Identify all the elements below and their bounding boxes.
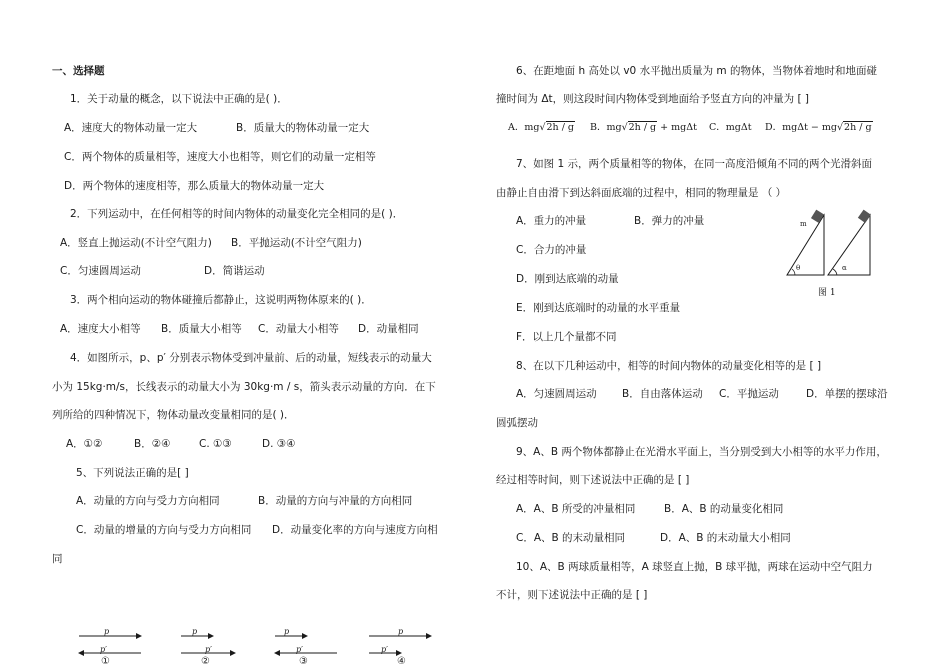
q3-option-c: C．动量大小相等 (258, 323, 339, 335)
case3-p-label: p (284, 627, 290, 636)
q7-line-2: 由静止自由滑下到达斜面底端的过程中，相同的物理量是 （ ） (496, 187, 787, 199)
incline-theta-label: θ (796, 264, 801, 272)
q1-option-d: D．两个物体的速度相等，那么质量大的物体动量一定大 (64, 180, 325, 192)
q9-option-b: B．A、B 的动量变化相同 (664, 503, 784, 515)
q2-option-a: A．竖直上抛运动(不计空气阻力) (60, 237, 212, 249)
q5-stem: 5、下列说法正确的是[ ] (76, 467, 189, 479)
q9-option-a: A．A、B 所受的冲量相同 (516, 503, 636, 515)
q6-option-a: A．mg√2h / g (508, 122, 574, 133)
q2-option-b: B．平抛运动(不计空气阻力) (231, 237, 362, 249)
q9-line-2: 经过相等时间，则下述说法中正确的是 [ ] (496, 474, 690, 486)
q8-option-c: C．平抛运动 (719, 388, 779, 400)
q2-option-c: C．匀速圆周运动 (60, 265, 141, 277)
q7-line-1: 7、如图 1 示，两个质量相等的物体，在同一高度沿倾角不同的两个光滑斜面 (516, 158, 873, 170)
case2-pp-label: p′ (205, 645, 212, 654)
q8-option-a: A．匀速圆周运动 (516, 388, 597, 400)
q1-option-a: A．速度大的物体动量一定大 (64, 122, 198, 134)
incline-mass-label: m (800, 220, 807, 228)
q6-line-2: 撞时间为 Δt，则这段时间内物体受到地面给予竖直方向的冲量为 [ ] (496, 93, 810, 105)
q2-stem: 2．下列运动中，在任何相等的时间内物体的动量变化完全相同的是( )． (70, 208, 404, 220)
angle-arc-right (833, 269, 837, 275)
q8-option-d: D．单摆的摆球沿 (806, 388, 888, 400)
q9-option-c: C．A、B 的末动量相同 (516, 532, 626, 544)
figure-1-caption: 图 1 (818, 288, 836, 298)
q8-option-d-continued: 圆弧摆动 (496, 417, 538, 429)
angle-arc-left (792, 269, 795, 275)
case2-number: ② (201, 656, 210, 667)
q9-option-d: D．A、B 的末动量大小相同 (660, 532, 791, 544)
q10-line-2: 不计，则下述说法中正确的是 [ ] (496, 589, 648, 601)
q1-option-b: B．质量大的物体动量一定大 (236, 122, 370, 134)
q7-option-f: F．以上几个量都不同 (516, 331, 617, 343)
q7-option-e: E．刚到达底端时的动量的水平重量 (516, 302, 681, 314)
case4-p-label: p (398, 627, 404, 636)
section-title: 一、选择题 (52, 65, 105, 77)
q3-option-d: D．动量相同 (358, 323, 419, 335)
q1-option-c: C．两个物体的质量相等，速度大小也相等，则它们的动量一定相等 (64, 151, 376, 163)
q4-option-d: D. ③④ (262, 438, 296, 450)
q3-stem: 3．两个相向运动的物体碰撞后都静止，这说明两物体原来的( )． (70, 294, 372, 306)
incline-alpha-label: α (842, 264, 847, 272)
q7-option-d: D．刚到达底端的动量 (516, 273, 619, 285)
case1-number: ① (101, 656, 110, 667)
q4-option-c: C. ①③ (199, 438, 232, 450)
q5-option-d: D．动量变化率的方向与速度方向相 (272, 524, 438, 536)
q8-stem: 8、在以下几种运动中，相等的时间内物体的动量变化相等的是 [ ] (516, 360, 822, 372)
case1-p-label: p (104, 627, 110, 636)
q8-option-b: B．自由落体运动 (622, 388, 703, 400)
q10-line-1: 10、A、B 两球质量相等，A 球竖直上抛，B 球平抛，两球在运动中空气阻力 (516, 561, 873, 573)
q1-stem: 1．关于动量的概念，以下说法中正确的是( )． (70, 93, 288, 105)
block-left (811, 210, 824, 223)
case1-pp-label: p′ (100, 645, 107, 654)
q6-option-d: D．mgΔt − mg√2h / g (765, 122, 872, 133)
q5-option-c: C．动量的增量的方向与受力方向相同 (76, 524, 252, 536)
case4-pp-label: p′ (381, 645, 388, 654)
q4-option-b: B．②④ (134, 438, 171, 450)
q4-line-2: 小为 15kg·m/s，长线表示的动量大小为 30kg·m / s，箭头表示动量的方向．在下 (52, 381, 436, 393)
q4-line-3: 列所给的四种情况下，物体动量改变量相同的是( )． (52, 409, 295, 421)
block-right (858, 210, 871, 223)
q5-option-d-continued: 同 (52, 553, 63, 565)
q6-line-1: 6、在距地面 h 高处以 v0 水平抛出质量为 m 的物体，当物体着地时和地面碰 (516, 65, 877, 77)
q2-option-d: D．简谐运动 (204, 265, 265, 277)
case3-pp-label: p′ (296, 645, 303, 654)
q4-option-a: A．①② (66, 438, 103, 450)
case2-p-label: p (192, 627, 198, 636)
q4-line-1: 4．如图所示，p、p′ 分别表示物体受到冲量前、后的动量，短线表示的动量大 (70, 352, 432, 364)
incline-right (828, 215, 870, 275)
q5-option-b: B．动量的方向与冲量的方向相同 (258, 495, 413, 507)
q6-option-c: C．mgΔt (709, 122, 752, 133)
q7-option-a: A．重力的冲量 (516, 215, 587, 227)
q3-option-b: B．质量大小相等 (161, 323, 242, 335)
q5-option-a: A．动量的方向与受力方向相同 (76, 495, 220, 507)
q3-option-a: A．速度大小相等 (60, 323, 141, 335)
q7-option-c: C．合力的冲量 (516, 244, 587, 256)
q7-option-b: B．弹力的冲量 (634, 215, 705, 227)
case4-number: ④ (397, 656, 406, 667)
case3-number: ③ (299, 656, 308, 667)
q6-option-b: B．mg√2h / g + mgΔt (590, 122, 697, 133)
q9-line-1: 9、A、B 两个物体都静止在光滑水平面上，当分别受到大小相等的水平力作用， (516, 446, 887, 458)
